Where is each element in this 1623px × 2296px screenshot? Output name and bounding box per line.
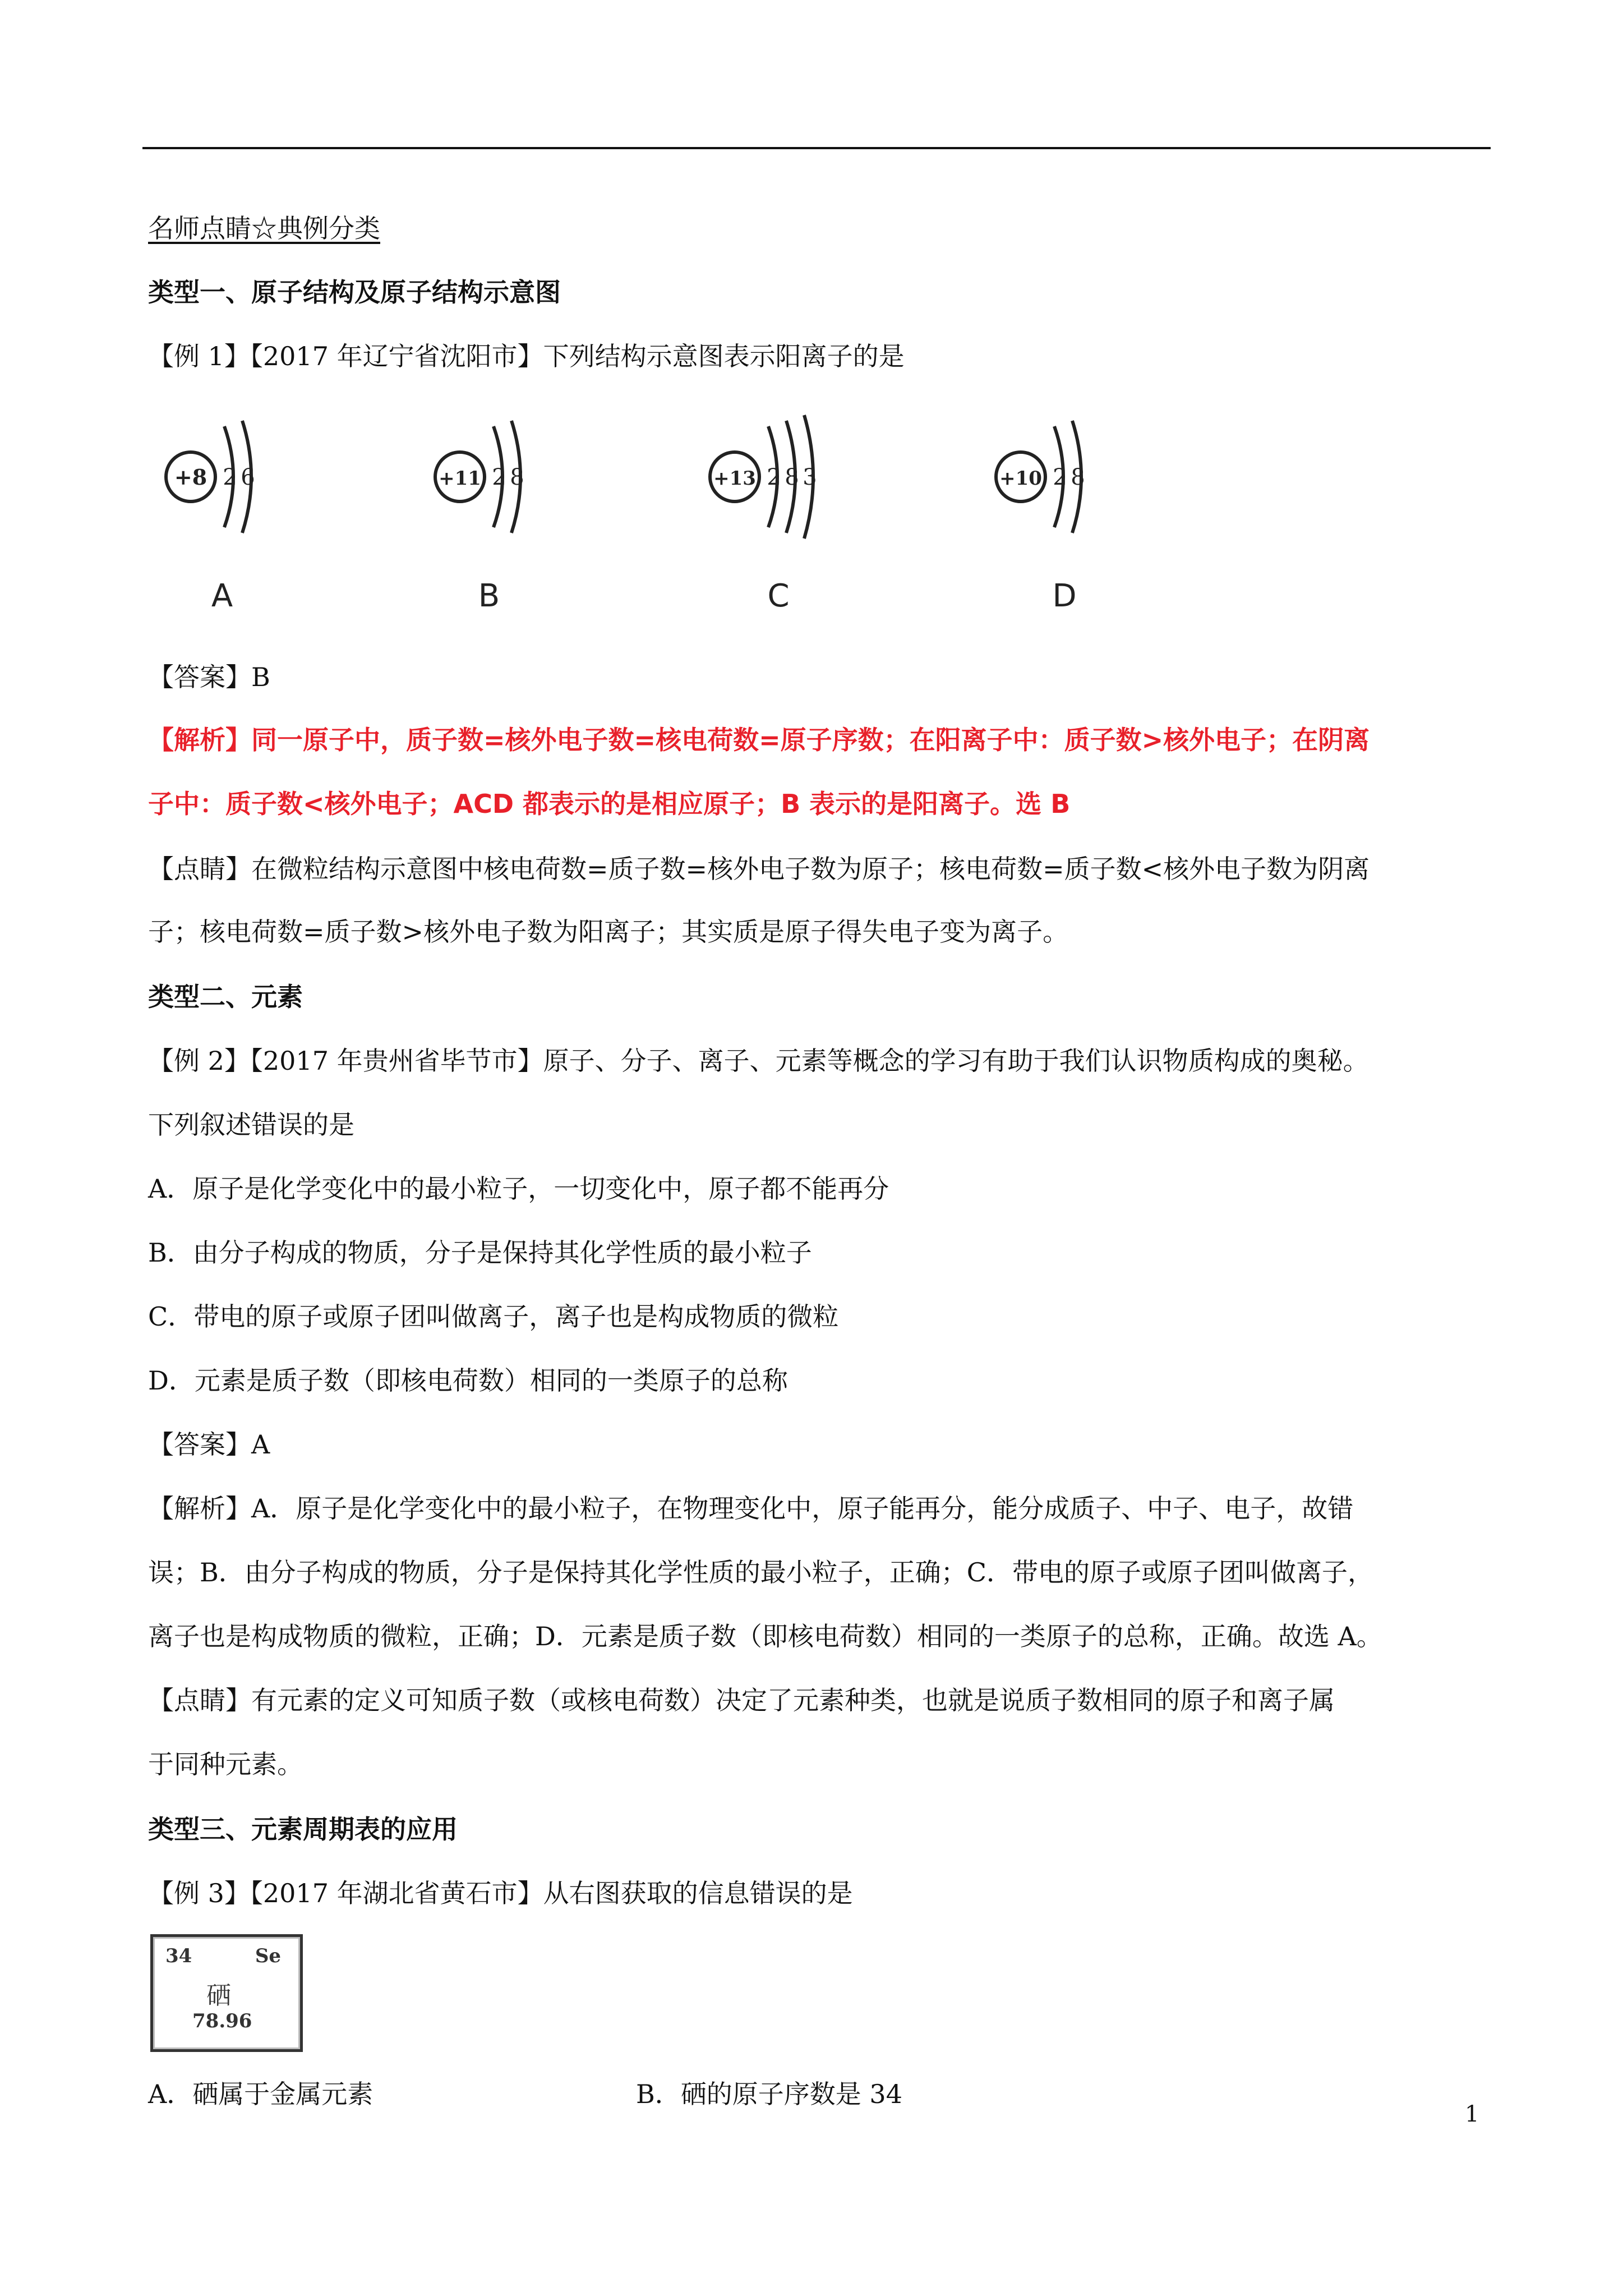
electron-count: 2 bbox=[223, 464, 237, 490]
example2-question-line-1: 【例 2】【2017 年贵州省毕节市】原子、分子、离子、元素等概念的学习有助于我们认识物质构成的奥秘。 bbox=[148, 1046, 1369, 1076]
example2-option-b: B．由分子构成的物质，分子是保持其化学性质的最小粒子 bbox=[148, 1237, 812, 1268]
element-name: 硒 bbox=[206, 1981, 231, 2010]
diagram-label-a: A bbox=[211, 578, 233, 614]
nucleus-charge: +13 bbox=[713, 467, 756, 490]
example3-option-a: A．硒属于金属元素 bbox=[148, 2079, 374, 2109]
example1-tip-line-1: 【点睛】在微粒结构示意图中核电荷数=质子数=核外电子数为原子；核电荷数=质子数<核外电子数为阴离 bbox=[148, 854, 1370, 884]
atom-diagram-c bbox=[707, 415, 864, 550]
electron-count: 8 bbox=[510, 464, 524, 490]
electron-count: 2 bbox=[1053, 464, 1067, 490]
atom-diagram-a bbox=[163, 415, 320, 550]
element-symbol: Se bbox=[255, 1945, 281, 1967]
type1-title: 类型一、原子结构及原子结构示意图 bbox=[148, 277, 561, 307]
atom-diagram-d bbox=[993, 415, 1150, 550]
example2-option-d: D．元素是质子数（即核电荷数）相同的一类原子的总称 bbox=[148, 1365, 788, 1396]
type2-title: 类型二、元素 bbox=[148, 982, 303, 1012]
nucleus-charge: +11 bbox=[439, 467, 481, 490]
periodic-table-tile bbox=[150, 1934, 303, 2052]
electron-count: 2 bbox=[492, 464, 506, 490]
atom-diagram-b bbox=[432, 415, 589, 550]
example2-analysis-line-3: 离子也是构成物质的微粒，正确；D．元素是质子数（即核电荷数）相同的一类原子的总称，正确。故选 A。 bbox=[148, 1621, 1382, 1651]
electron-count: 6 bbox=[241, 464, 255, 490]
example3-question: 【例 3】【2017 年湖北省黄石市】从右图获取的信息错误的是 bbox=[148, 1878, 853, 1908]
diagram-label-b: B bbox=[478, 578, 500, 614]
example2-option-c: C．带电的原子或原子团叫做离子，离子也是构成物质的微粒 bbox=[148, 1301, 839, 1332]
example2-option-a: A．原子是化学变化中的最小粒子，一切变化中，原子都不能再分 bbox=[148, 1174, 889, 1204]
example1-tip-line-2: 子；核电荷数=质子数>核外电子数为阳离子；其实质是原子得失电子变为离子。 bbox=[148, 917, 1069, 947]
example1-analysis-line-2: 子中：质子数<核外电子；ACD 都表示的是相应原子；B 表示的是阳离子。选 B bbox=[148, 789, 1071, 819]
diagram-label-d: D bbox=[1052, 578, 1077, 614]
example2-tip-line-2: 于同种元素。 bbox=[148, 1749, 303, 1779]
diagram-label-c: C bbox=[767, 578, 790, 614]
example1-question: 【例 1】【2017 年辽宁省沈阳市】下列结构示意图表示阳离子的是 bbox=[148, 341, 905, 371]
example1-answer: 【答案】B bbox=[148, 662, 270, 692]
type3-title: 类型三、元素周期表的应用 bbox=[148, 1814, 458, 1844]
atomic-number: 34 bbox=[165, 1945, 192, 1967]
atomic-mass: 78.96 bbox=[192, 2010, 252, 2032]
page-number: 1 bbox=[1465, 2101, 1479, 2127]
example2-tip-line-1: 【点睛】有元素的定义可知质子数（或核电荷数）决定了元素种类，也就是说质子数相同的原子和离子属 bbox=[148, 1685, 1335, 1715]
example2-question-line-2: 下列叙述错误的是 bbox=[148, 1110, 354, 1140]
example3-option-b: B．硒的原子序数是 34 bbox=[636, 2079, 902, 2109]
electron-count: 3 bbox=[803, 464, 817, 490]
example1-analysis-line-1: 【解析】同一原子中，质子数=核外电子数=核电荷数=原子序数；在阳离子中：质子数>核外电子；在阴离 bbox=[148, 725, 1370, 755]
example2-analysis-line-2: 误；B．由分子构成的物质，分子是保持其化学性质的最小粒子，正确；C．带电的原子或原子团叫做离子， bbox=[148, 1557, 1373, 1588]
header-rule bbox=[142, 147, 1491, 149]
nucleus-charge: +10 bbox=[999, 467, 1042, 490]
electron-count: 2 bbox=[767, 464, 781, 490]
nucleus-charge: +8 bbox=[174, 464, 208, 490]
example2-analysis-line-1: 【解析】A．原子是化学变化中的最小粒子，在物理变化中，原子能再分，能分成质子、中子、电子，故错 bbox=[148, 1493, 1354, 1524]
electron-count: 8 bbox=[1071, 464, 1085, 490]
example2-answer: 【答案】A bbox=[148, 1429, 270, 1460]
electron-count: 8 bbox=[785, 464, 799, 490]
section-heading: 名师点睛☆典例分类 bbox=[148, 213, 380, 243]
